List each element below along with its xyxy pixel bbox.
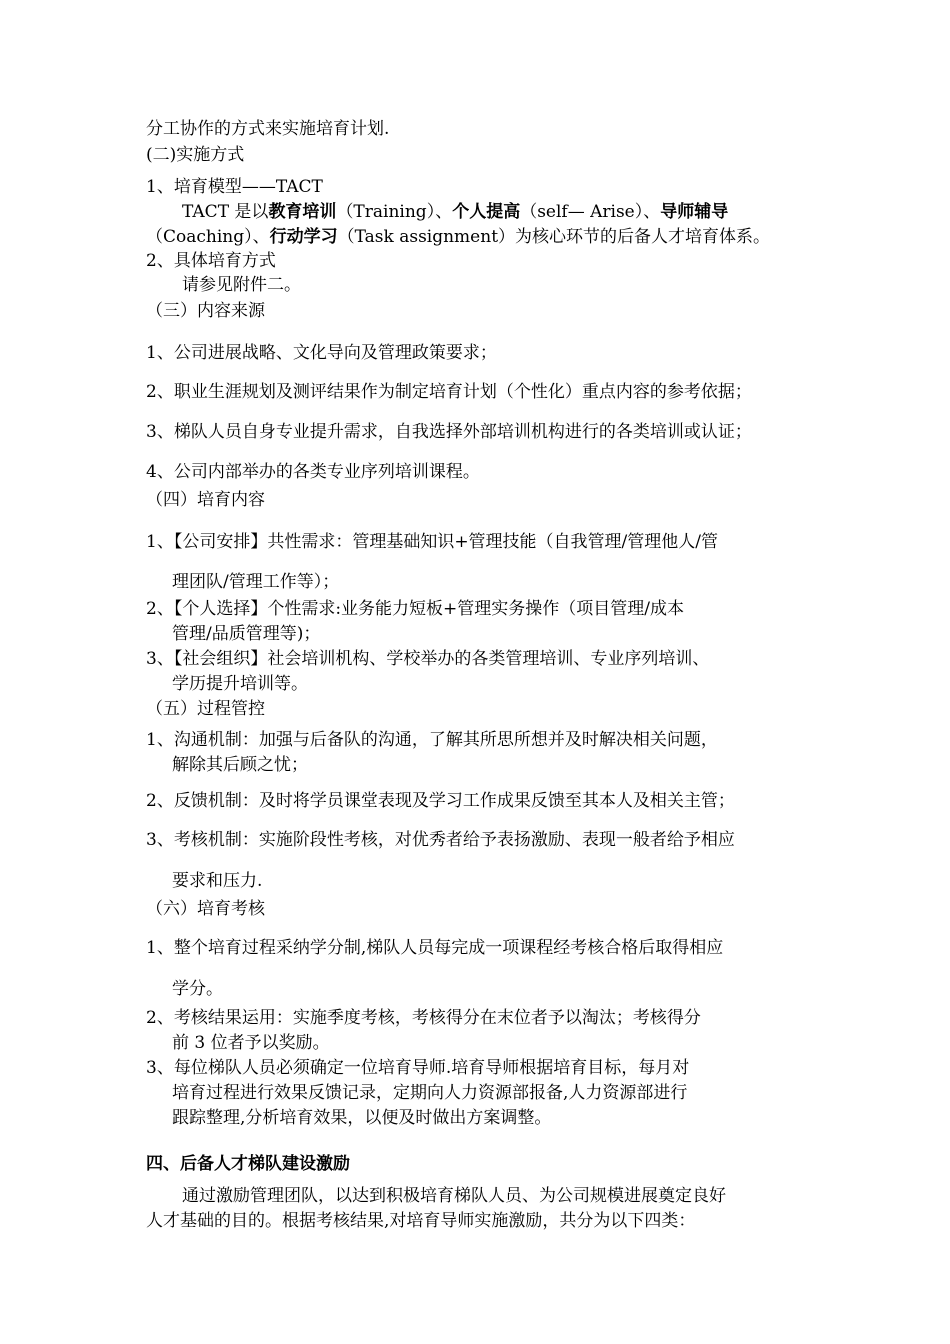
list-item: 1、整个培育过程采纳学分制,梯队人员每完成一项课程经考核合格后取得相应 [146, 938, 724, 958]
bold-term: 行动学习 [269, 227, 338, 247]
list-item: 4、公司内部举办的各类专业序列培训课程。 [146, 462, 480, 482]
section-heading: （三）内容来源 [146, 301, 265, 321]
bold-term: 教育培训 [268, 202, 337, 222]
list-item-continuation: 理团队/管理工作等）； [172, 572, 340, 592]
section-heading: （四）培育内容 [146, 490, 265, 510]
tact-description-line2 [146, 226, 770, 248]
text-span: （Task assignment）为核心环节的后备人才培育体系。 [337, 227, 771, 247]
list-item: 3、梯队人员自身专业提升需求，自我选择外部培训机构进行的各类培训或认证； [146, 422, 752, 442]
text-span: （Training）、 [336, 202, 453, 222]
list-item: 3、每位梯队人员必须确定一位培育导师.培育导师根据培育目标，每月对 [146, 1058, 690, 1078]
list-item: 2、反馈机制：及时将学员课堂表现及学习工作成果反馈至其本人及相关主管； [146, 791, 735, 811]
list-item-continuation: 跟踪整理,分析培育效果，以便及时做出方案调整。 [172, 1108, 552, 1128]
list-item: 3、【社会组织】社会培训机构、学校举办的各类管理培训、专业序列培训、 [146, 649, 710, 669]
list-item-continuation: 要求和压力. [172, 871, 263, 891]
paragraph-line: 人才基础的目的。根据考核结果,对培育导师实施激励，共分为以下四类： [146, 1211, 696, 1231]
text-span: TACT 是以 [182, 202, 269, 222]
bold-term: 导师辅导 [660, 202, 729, 222]
section-heading: (二)实施方式 [146, 145, 245, 165]
list-item-continuation: 管理/品质管理等)； [172, 624, 321, 644]
list-item: 2、职业生涯规划及测评结果作为制定培育计划（个性化）重点内容的参考依据； [146, 382, 752, 402]
section-heading: （五）过程管控 [146, 699, 265, 719]
list-item: 1、【公司安排】共性需求：管理基础知识+管理技能（自我管理/管理他人/管 [146, 532, 719, 552]
text-span: （self— Arise）、 [520, 202, 661, 222]
list-item-continuation: 培育过程进行效果反馈记录，定期向人力资源部报备,人力资源部进行 [172, 1083, 688, 1103]
list-item: 2、具体培育方式 [146, 251, 276, 271]
list-item: 1、公司进展战略、文化导向及管理政策要求； [146, 343, 497, 363]
list-item: 2、【个人选择】个性需求:业务能力短板+管理实务操作（项目管理/成本 [146, 599, 685, 619]
bold-term: 个人提高 [452, 202, 521, 222]
list-item-continuation: 解除其后顾之忧； [172, 755, 308, 775]
text-span: （Coaching）、 [146, 227, 270, 247]
list-item: 2、考核结果运用：实施季度考核，考核得分在末位者予以淘汰；考核得分 [146, 1008, 701, 1028]
list-item: 1、培育模型——TACT [146, 177, 323, 197]
chapter-heading: 四、后备人才梯队建设激励 [146, 1154, 350, 1174]
list-item-continuation: 前 3 位者予以奖励。 [172, 1033, 330, 1053]
list-item-continuation: 学历提升培训等。 [172, 674, 308, 694]
list-item: 1、沟通机制：加强与后备队的沟通，了解其所思所想并及时解决相关问题， [146, 730, 718, 750]
tact-description-line1 [182, 201, 728, 223]
list-item-continuation: 学分。 [172, 979, 223, 999]
paragraph-line: 通过激励管理团队，以达到积极培育梯队人员、为公司规模进展奠定良好 [182, 1186, 726, 1206]
text-line: 分工协作的方式来实施培育计划. [146, 119, 390, 139]
text-line: 请参见附件二。 [182, 275, 301, 295]
section-heading: （六）培育考核 [146, 899, 265, 919]
list-item: 3、考核机制：实施阶段性考核，对优秀者给予表扬激励、表现一般者给予相应 [146, 830, 735, 850]
